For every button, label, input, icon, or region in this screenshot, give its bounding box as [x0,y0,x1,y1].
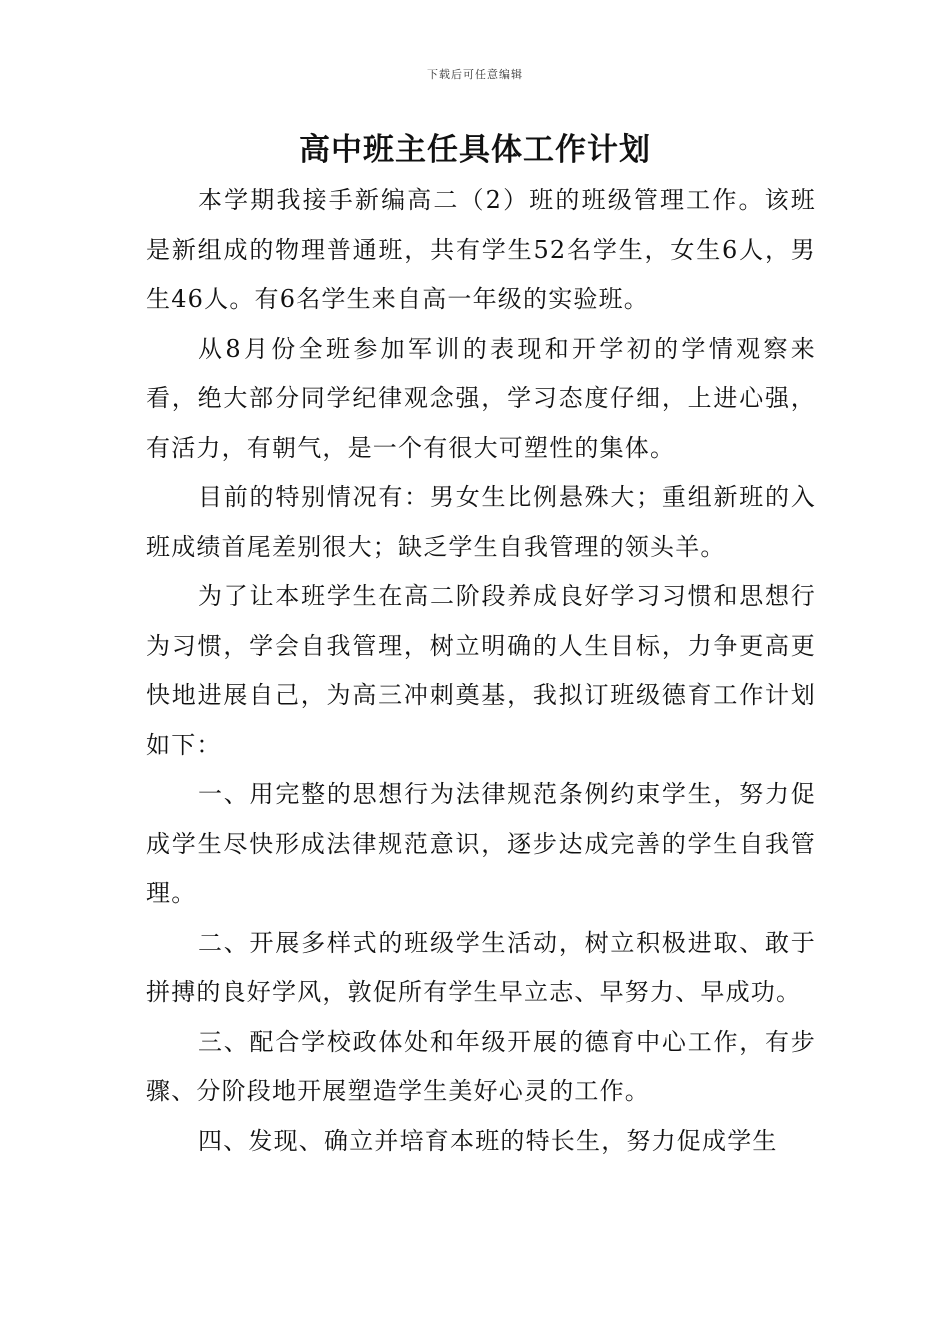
header-note: 下载后可任意编辑 [427,68,523,81]
paragraph-intro: 本学期我接手新编高二（2）班的班级管理工作。该班是新组成的物理普通班，共有学生52名学生，女生6人，男生46人。有6名学生来自高一年级的实验班。 [146,186,816,313]
document-title: 高中班主任具体工作计划 [299,132,651,168]
paragraph-item-1: 一、用完整的思想行为法律规范条例约束学生，努力促成学生尽快形成法律规范意识，逐步达成完善的学生自我管理。 [146,780,816,907]
paragraph-special-situation: 目前的特别情况有：男女生比例悬殊大；重组新班的入班成绩首尾差别很大；缺乏学生自我管理的领头羊。 [146,483,816,561]
paragraph-plan-intro: 为了让本班学生在高二阶段养成良好学习习惯和思想行为习惯，学会自我管理，树立明确的人生目标，力争更高更快地进展自己，为高三冲刺奠基，我拟订班级德育工作计划如下： [146,582,816,759]
paragraph-item-3: 三、配合学校政体处和年级开展的德育中心工作，有步骤、分阶段地开展塑造学生美好心灵的工作。 [146,1027,816,1105]
paragraph-observation: 从8月份全班参加军训的表现和开学初的学情观察来看，绝大部分同学纪律观念强，学习态度仔细，上进心强，有活力，有朝气，是一个有很大可塑性的集体。 [146,334,816,462]
document-body [146,176,816,1166]
paragraph-item-4: 四、发现、确立并培育本班的特长生，努力促成学生 [198,1126,778,1155]
paragraph-item-2: 二、开展多样式的班级学生活动，树立积极进取、敢于拼搏的良好学风，敦促所有学生早立志、早努力、早成功。 [146,928,816,1006]
